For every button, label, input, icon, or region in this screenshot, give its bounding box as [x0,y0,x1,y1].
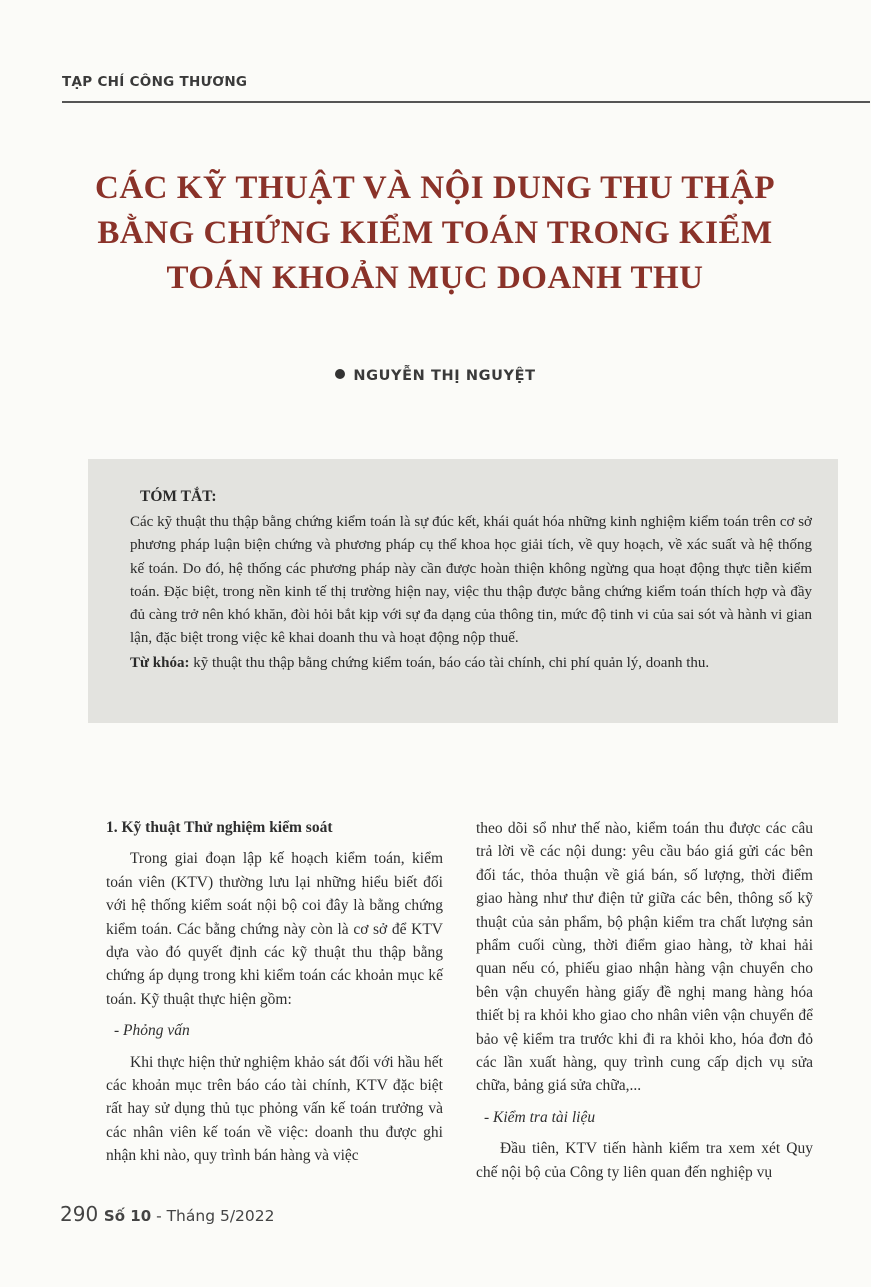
author-line [0,368,871,384]
keywords [130,652,812,675]
page-footer [60,1202,275,1226]
paragraph: Trong giai đoạn lập kế hoạch kiểm toán, kiểm toán viên (KTV) thường lưu lại những hiểu biết đối với hệ thống kiểm soát nội bộ coi đây là bằng chứng kiểm toán. Các bằng chứng này còn là cơ sở để KTV dựa vào đó quyết định các kỹ thuật thu thập bằng chứng áp dụng trong khi kiểm toán các khoản mục kế toán. Kỹ thuật thực hiện gồm: [106,850,443,1008]
header-rule [62,101,870,103]
issue-date: - Tháng 5/2022 [151,1207,275,1225]
paragraph: Đầu tiên, KTV tiến hành kiểm tra xem xét Quy chế nội bộ của Công ty liên quan đến nghiệp vụ [476,1140,813,1181]
page-number: 290 [60,1202,99,1226]
paragraph: Khi thực hiện thử nghiệm khảo sát đối với hầu hết các khoản mục trên báo cáo tài chính, KTV đặc biệt rất hay sử dụng thủ tục phỏng vấn kế toán trưởng và các nhân viên kế toán về việc: doanh thu được ghi nhận khi nào, quy trình bán hàng và việc [106,1053,443,1165]
journal-header: TẠP CHÍ CÔNG THƯƠNG [62,74,248,90]
subheading: - Kiểm tra tài liệu [484,1108,596,1126]
section-heading: 1. Kỹ thuật Thử nghiệm kiểm soát [106,819,333,836]
article-title: CÁC KỸ THUẬT VÀ NỘI DUNG THU THẬP BẰNG CHỨNG KIỂM TOÁN TRONG KIỂM TOÁN KHOẢN MỤC DOANH THU [95,170,775,296]
author-name: NGUYỄN THỊ NGUYỆT [353,368,536,384]
keywords-text: kỹ thuật thu thập bằng chứng kiểm toán, báo cáo tài chính, chi phí quản lý, doanh thu. [189,655,710,672]
issue-number: Số 10 [103,1207,152,1225]
abstract-heading: TÓM TẮT: [140,488,217,505]
paragraph: theo dõi sổ như thế nào, kiểm toán thu được các câu trả lời về các nội dung: yêu cầu báo giá gửi các bên đối tác, thỏa thuận về giá bán, số lượng, thời điểm giao hàng như thư điện tử giữa các bên, thông số kỹ thuật của sản phẩm, bộ phận kiểm tra chất lượng sản phẩm cuối cùng, thời điểm giao hàng, tờ khai hải quan nếu có, phiếu giao nhận hàng vận chuyển cho bên vận chuyển hàng giấy đề nghị mang hàng hóa thiết bị ra khỏi kho giao cho nhân viên vận chuyển để bảo vệ kiểm tra trước khi đi ra khỏi kho, hóa đơn đỏ các lần xuất hàng, quy trình cung cấp dịch vụ sửa chữa, bảng giá sửa chữa,... [476,820,813,1095]
left-column [106,816,443,1176]
abstract-body: Các kỹ thuật thu thập bằng chứng kiểm toán là sự đúc kết, khái quát hóa những kinh nghiệm kiểm toán trên cơ sở phương pháp luận biện chứng và phương pháp cụ thể khoa học giải tích, về quy hoạch, về xác suất và hệ thống kế toán. Do đó, hệ thống các phương pháp này cần được hoàn thiện không ngừng qua hoạt động thực tiễn kiểm toán. Đặc biệt, trong nền kinh tế thị trường hiện nay, việc thu thập được bằng chứng kiểm toán thích hợp và đầy đủ càng trở nên khó khăn, đòi hỏi bắt kịp với sự đa dạng của thông tin, mức độ tinh vi của sai sót và hành vi gian lận, đặc biệt trong việc kê khai doanh thu và hoạt động nộp thuế. [130,514,812,647]
right-column [476,817,813,1192]
abstract-box [88,459,838,723]
bullet-icon [335,369,345,379]
keywords-label: Từ khóa: [130,655,190,672]
subheading: - Phỏng vấn [114,1022,190,1040]
